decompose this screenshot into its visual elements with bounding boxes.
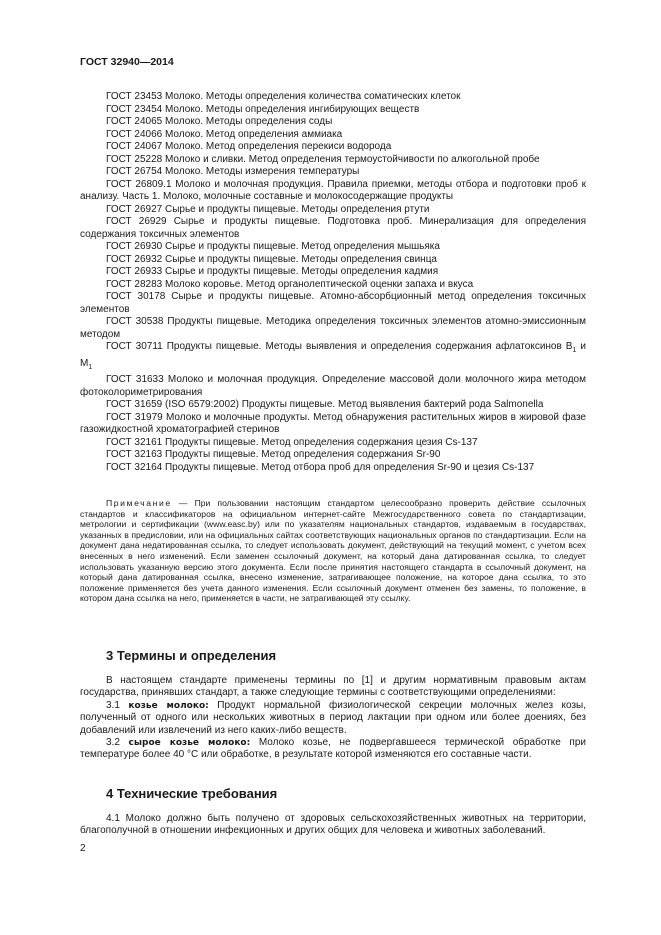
reference-item: ГОСТ 32163 Продукты пищевые. Метод определения содержания Sr-90 <box>106 449 441 460</box>
reference-item: ГОСТ 23453 Молоко. Методы определения количества соматических клеток <box>106 91 461 102</box>
reference-item: ГОСТ 26929 Сырье и продукты пищевые. Подготовка проб. Минерализация для определения содержания токсичных элементов <box>80 216 586 240</box>
term-number: 3.1 <box>106 699 129 711</box>
note-text: — При пользовании настоящим стандартом целесообразно проверить действие ссылочных стандартов и классификаторов на официальном интернет-сайте Межгосударственного совета по стандартизации, метрологии и сертификации (www.easc.by) или по указателям национальных стандартов, издаваемым в государствах, указанных в предисловии, или на официальных сайтах соответствующих национальных органов по стандартизации. Если на документ дана недатированная ссылка, то следует использовать документ, действующий на текущий момент, с учетом всех внесенных в него изменений. Если заменен ссылочный документ, на который дана датированная ссылка, то следует использовать указанную версию этого документа. Если после принятия настоящего стандарта в ссылочный документ, на который дана датированная ссылка, внесено изменение, затрагивающее положение, на которое дана ссылка, то это положение применяется без учета данного изменения. Если ссылочный документ отменен без замены, то положение, в котором дана ссылка на него, применяется в части, не затрагивающей эту ссылку. <box>80 498 586 604</box>
reference-item: ГОСТ 30178 Сырье и продукты пищевые. Атомно-абсорбционный метод определения токсичных элементов <box>80 291 586 315</box>
reference-item: ГОСТ 28283 Молоко коровье. Метод органолептической оценки запаха и вкуса <box>106 278 474 290</box>
page-number: 2 <box>80 843 86 854</box>
note-paragraph <box>80 498 586 604</box>
reference-item: ГОСТ 25228 Молоко и сливки. Метод определения термоустойчивости по алкогольной пробе <box>106 153 540 165</box>
reference-item: ГОСТ 26932 Сырье и продукты пищевые. Методы определения свинца <box>106 253 437 265</box>
term-name: козье молоко: <box>128 700 209 711</box>
section-paragraph: 4.1 Молоко должно быть получено от здоровых сельскохозяйственных животных на территории, благополучной в отношении инфекционных и других общих для человека и животных заболеваний. <box>80 813 586 837</box>
term-text: Продукт нормальной физиологической секреции молочных желез козы, полученный от одного или нескольких животных в период лактации при одном или более доениях, без добавлений или извлечений из него каких-либо веществ. <box>80 699 587 736</box>
reference-item: ГОСТ 30538 Продукты пищевые. Методика определения токсичных элементов атомно-эмиссионным методом <box>80 316 586 340</box>
reference-item: ГОСТ 31633 Молоко и молочная продукция. Определение массовой доли молочного жира методом фотоколориметрирования <box>80 374 586 398</box>
section-intro: В настоящем стандарте применены термины по [1] и другим нормативным правовым актам государства, принявших стандарт, а также следующие термины с соответствующими определениями: <box>80 675 586 699</box>
section-3 <box>80 648 586 762</box>
term-text: Молоко козье, не подвергавшееся термической обработке при температуре более 40 °С или обработке, в результате которой изменяются его составные части. <box>80 737 586 761</box>
section-4 <box>80 786 586 838</box>
reference-item: ГОСТ 32164 Продукты пищевые. Метод отбора проб для определения Sr-90 и цезия Cs-137 <box>106 461 535 473</box>
reference-item: ГОСТ 26809.1 Молоко и молочная продукция. Правила приемки, методы отбора и подготовки проб к анализу. Часть 1. Молоко, молочные составные и молокосодержащие продукты <box>80 178 586 202</box>
reference-item: ГОСТ 23454 Молоко. Методы определения ингибирующих веществ <box>106 103 420 115</box>
reference-item: ГОСТ 24067 Молоко. Метод определения перекиси водорода <box>106 141 392 152</box>
note-label: Примечание <box>106 498 172 508</box>
document-header: ГОСТ 32940—2014 <box>80 56 174 68</box>
reference-item: ГОСТ 31659 (ISO 6579:2002) Продукты пищевые. Метод выявления бактерий рода Salmonella <box>106 399 544 410</box>
section-title: 3 Термины и определения <box>106 648 277 663</box>
term-definition <box>80 737 586 762</box>
reference-item-aflatoxin <box>80 341 586 374</box>
aflatoxin-text: ГОСТ 30711 Продукты пищевые. Методы выявления и определения содержания афлатоксинов В <box>106 341 573 352</box>
term-number: 3.2 <box>106 737 129 749</box>
reference-item: ГОСТ 26933 Сырье и продукты пищевые. Методы определения кадмия <box>106 266 439 277</box>
reference-item: ГОСТ 24066 Молоко. Метод определения аммиака <box>106 128 343 140</box>
reference-item: ГОСТ 26927 Сырье и продукты пищевые. Методы определения ртути <box>106 203 430 215</box>
reference-item: ГОСТ 26930 Сырье и продукты пищевые. Метод определения мышьяка <box>106 241 440 252</box>
normative-references-list <box>80 91 586 474</box>
subscript: 1 <box>572 347 577 354</box>
term-name: сырое козье молоко: <box>128 738 251 749</box>
reference-item: ГОСТ 31979 Молоко и молочные продукты. Метод обнаружения растительных жиров в жировой фазе газожидкостной хроматографией стеринов <box>80 411 586 435</box>
section-title: 4 Технические требования <box>106 786 278 801</box>
reference-item: ГОСТ 26754 Молоко. Методы измерения температуры <box>106 166 360 177</box>
term-definition <box>80 700 586 737</box>
aflatoxin-text-mid: и М <box>80 341 586 369</box>
reference-item: ГОСТ 32161 Продукты пищевые. Метод определения содержания цезия Cs-137 <box>106 436 478 448</box>
reference-item: ГОСТ 24065 Молоко. Методы определения соды <box>106 116 333 127</box>
subscript: 1 <box>88 363 93 371</box>
